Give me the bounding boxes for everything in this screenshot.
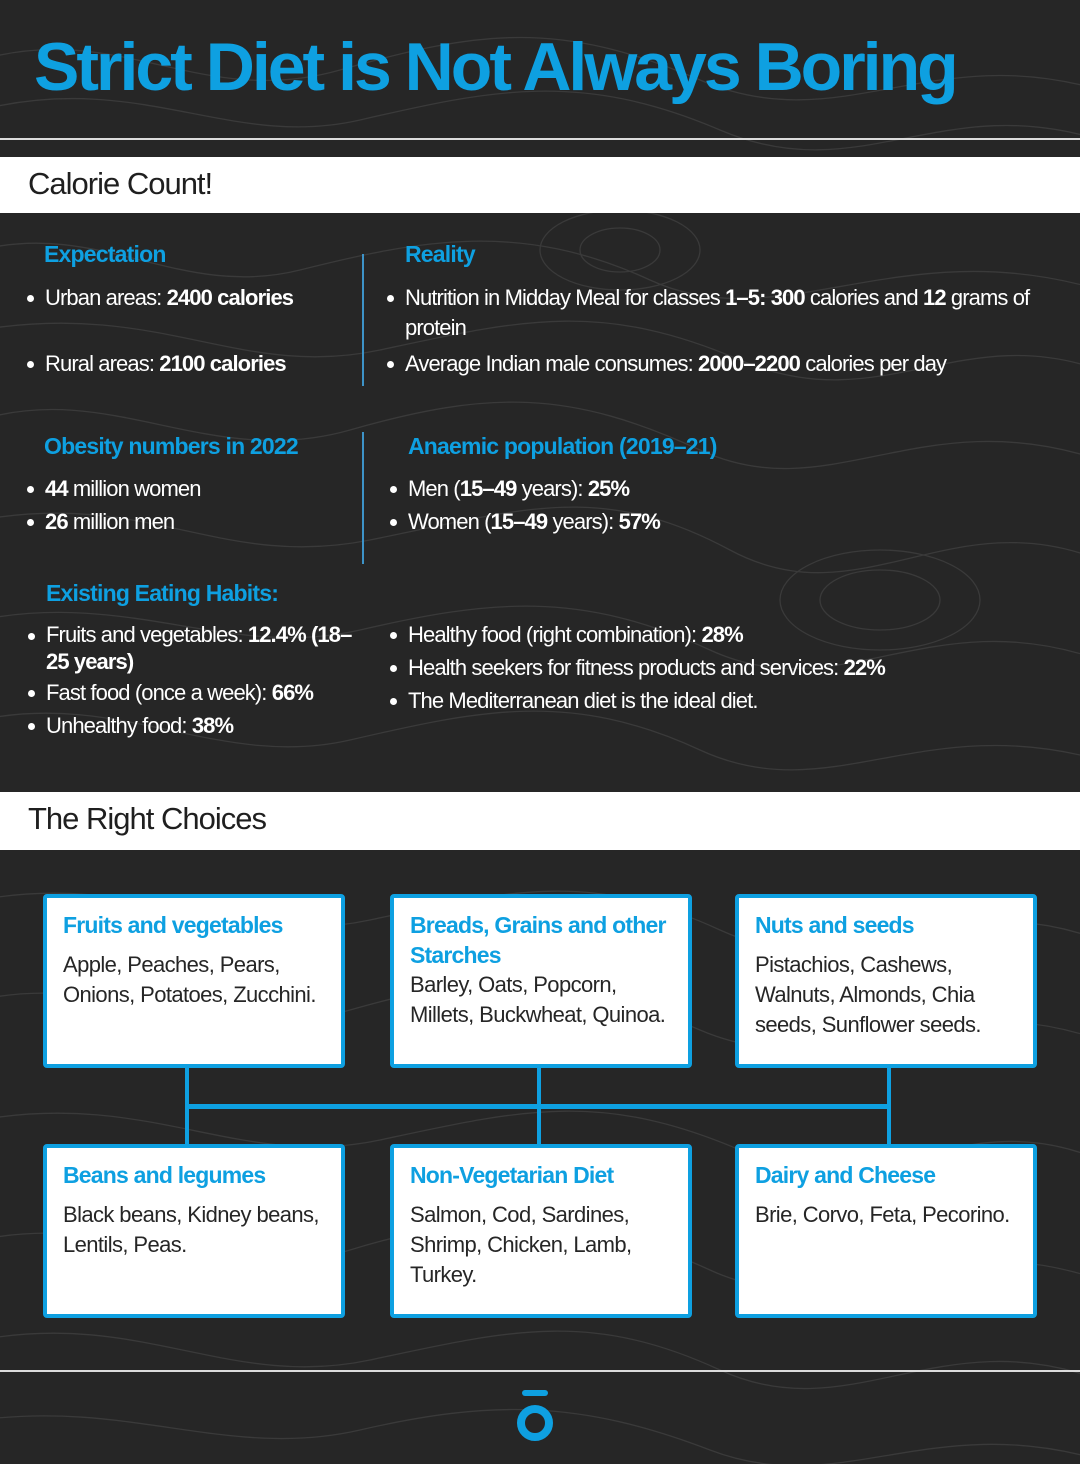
list-item: Healthy food (right combination): 28% — [390, 620, 1060, 650]
choice-card-dairy: Dairy and Cheese Brie, Corvo, Feta, Pecorino. — [735, 1144, 1037, 1318]
list-item: Average Indian male consumes: 2000–2200 calories per day — [387, 349, 1047, 379]
choices-section-header — [0, 792, 1080, 850]
calorie-heading: Calorie Count! — [28, 166, 213, 201]
brand-logo-icon — [516, 1390, 554, 1442]
title-divider — [0, 138, 1080, 140]
list-item: Unhealthy food: 38% — [28, 711, 353, 741]
page-title: Strict Diet is Not Always Boring — [34, 29, 956, 105]
choice-card-beans: Beans and legumes Black beans, Kidney beans, Lentils, Peas. — [43, 1144, 345, 1318]
list-item: Women (15–49 years): 57% — [390, 507, 1050, 537]
habits-list-left — [28, 621, 353, 741]
list-item: Fast food (once a week): 66% — [28, 678, 353, 708]
expectation-list — [27, 283, 357, 379]
choice-card-nonveg: Non-Vegetarian Diet Salmon, Cod, Sardines, Shrimp, Chicken, Lamb, Turkey. — [390, 1144, 692, 1318]
list-item: Urban areas: 2400 calories — [27, 283, 357, 313]
connector-line — [185, 1104, 891, 1109]
list-item: Nutrition in Midday Meal for classes 1–5: 300 calories and 12 grams of protein — [387, 283, 1047, 343]
choice-card-fruits: Fruits and vegetables Apple, Peaches, Pears, Onions, Potatoes, Zucchini. — [43, 894, 345, 1068]
column-divider — [362, 432, 364, 564]
list-item: Fruits and vegetables: 12.4% (18–25 years) — [28, 621, 353, 675]
list-item: The Mediterranean diet is the ideal diet. — [390, 686, 1060, 716]
reality-list — [387, 283, 1047, 379]
anaemic-list — [390, 474, 1050, 537]
list-item: Health seekers for fitness products and services: 22% — [390, 653, 1060, 683]
choice-card-nuts: Nuts and seeds Pistachios, Cashews, Walnuts, Almonds, Chia seeds, Sunflower seeds. — [735, 894, 1037, 1068]
column-divider — [362, 254, 364, 386]
choice-card-breads: Breads, Grains and other Starches Barley, Oats, Popcorn, Millets, Buckwheat, Quinoa. — [390, 894, 692, 1068]
expectation-title: Expectation — [44, 241, 166, 267]
habits-list-right — [390, 620, 1060, 716]
choices-heading: The Right Choices — [28, 801, 267, 836]
habits-title: Existing Eating Habits: — [46, 580, 279, 606]
list-item: 26 million men — [27, 507, 357, 537]
list-item: Rural areas: 2100 calories — [27, 349, 357, 379]
obesity-title: Obesity numbers in 2022 — [44, 433, 298, 459]
list-item: Men (15–49 years): 25% — [390, 474, 1050, 504]
anaemic-title: Anaemic population (2019–21) — [408, 433, 717, 459]
obesity-list — [27, 474, 357, 537]
footer-divider — [0, 1370, 1080, 1372]
calorie-section-header — [0, 157, 1080, 213]
list-item: 44 million women — [27, 474, 357, 504]
reality-title: Reality — [405, 241, 475, 267]
